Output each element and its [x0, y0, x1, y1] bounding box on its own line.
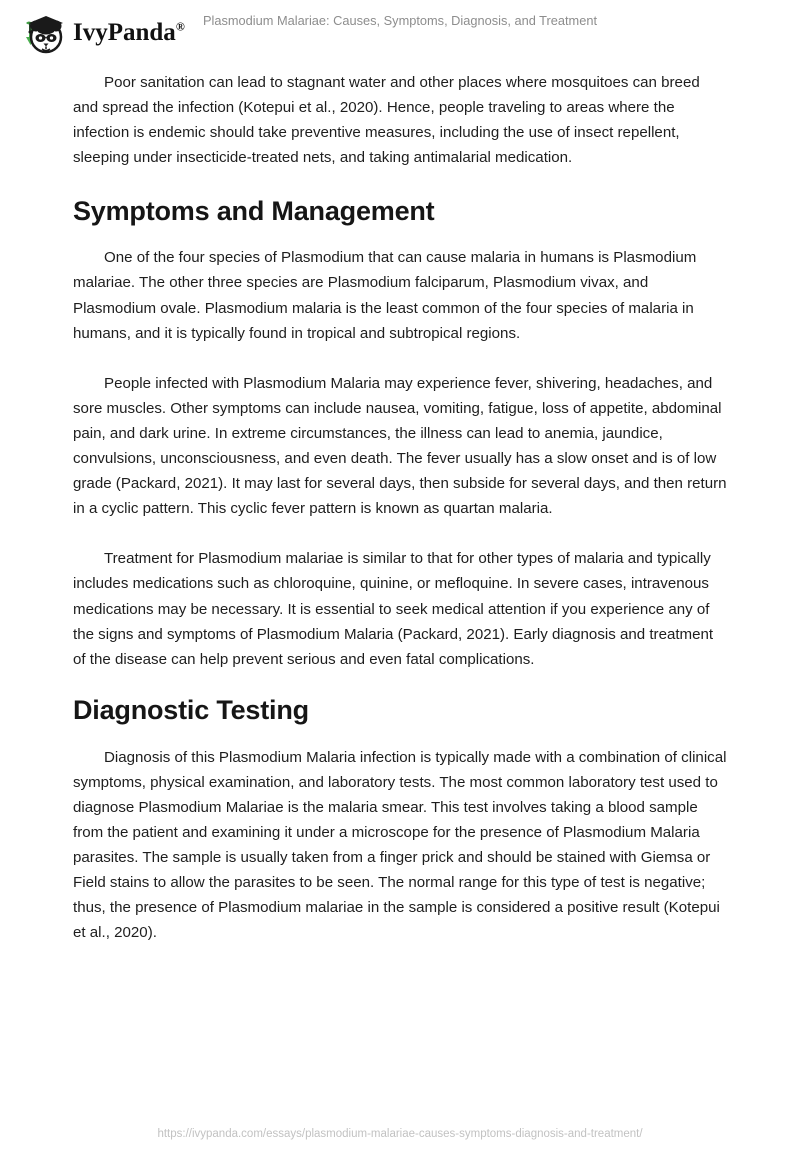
document-title-header: Plasmodium Malariae: Causes, Symptoms, Diagnosis, and Treatment — [202, 13, 598, 28]
section-heading-symptoms-and-management: Symptoms and Management — [73, 196, 435, 227]
source-url-link[interactable]: https://ivypanda.com/essays/plasmodium-malariae-causes-symptoms-diagnosis-and-treatment/ — [157, 1128, 643, 1140]
page-footer — [0, 1124, 800, 1142]
paragraph-treatment: Treatment for Plasmodium malariae is similar to that for other types of malaria and typically includes medications such as chloroquine, quinine, or mefloquine. In severe cases, intravenous medications may be necessary. It is essential to seek medical attention if you experience any of the signs and symptoms of Plasmodium Malaria (Packard, 2021). Early diagnosis and treatment of the disease can help prevent serious and even fatal complications. — [73, 550, 714, 668]
document-body — [73, 70, 727, 971]
paragraph-prevention: Poor sanitation can lead to stagnant water and other places where mosquitoes can breed and spread the infection (Kotepui et al., 2020). Hence, people traveling to areas where the infection is endemic should take preventive measures, including the use of insect repellent, sleeping under insecticide-treated nets, and taking antimalarial medication. — [73, 74, 700, 167]
paragraph-symptoms: People infected with Plasmodium Malaria may experience fever, shivering, headaches, and sore muscles. Other symptoms can include nausea, vomiting, fatigue, loss of appetite, abdominal pain, and dark urine. In extreme circumstances, the illness can lead to anemia, jaundice, convulsions, unconsciousness, and even death. The fever usually has a slow onset and is of low grade (Packard, 2021). It may last for several days, then subside for several days, and then return in a cyclic pattern. This cyclic fever pattern is known as quartan malaria. — [73, 374, 727, 518]
registered-trademark-symbol: ® — [175, 19, 185, 34]
paragraph-species: One of the four species of Plasmodium that can cause malaria in humans is Plasmodium malariae. The other three species are Plasmodium falciparum, Plasmodium vivax, and Plasmodium ovale. Plasmodium malaria is the least common of the four species of malaria in humans, and it is typically found in tropical and subtropical regions. — [73, 249, 697, 342]
paragraph-diagnosis: Diagnosis of this Plasmodium Malaria infection is typically made with a combination of clinical symptoms, physical examination, and laboratory tests. The most common laboratory test used to diagnose Plasmodium Malariae is the malaria smear. This test involves taking a blood sample from the patient and examining it under a microscope for the presence of Plasmodium Malaria parasites. The sample is usually taken from a finger prick and should be stained with Giemsa or Field stains to allow the parasites to be seen. The normal range for this type of test is negative; thus, the presence of Plasmodium malariae in the sample is considered a positive result (Kotepui et al., 2020). — [73, 748, 727, 942]
page-header — [0, 0, 800, 62]
brand-name-text: IvyPanda — [73, 18, 176, 46]
section-heading-diagnostic-testing: Diagnostic Testing — [73, 694, 309, 725]
